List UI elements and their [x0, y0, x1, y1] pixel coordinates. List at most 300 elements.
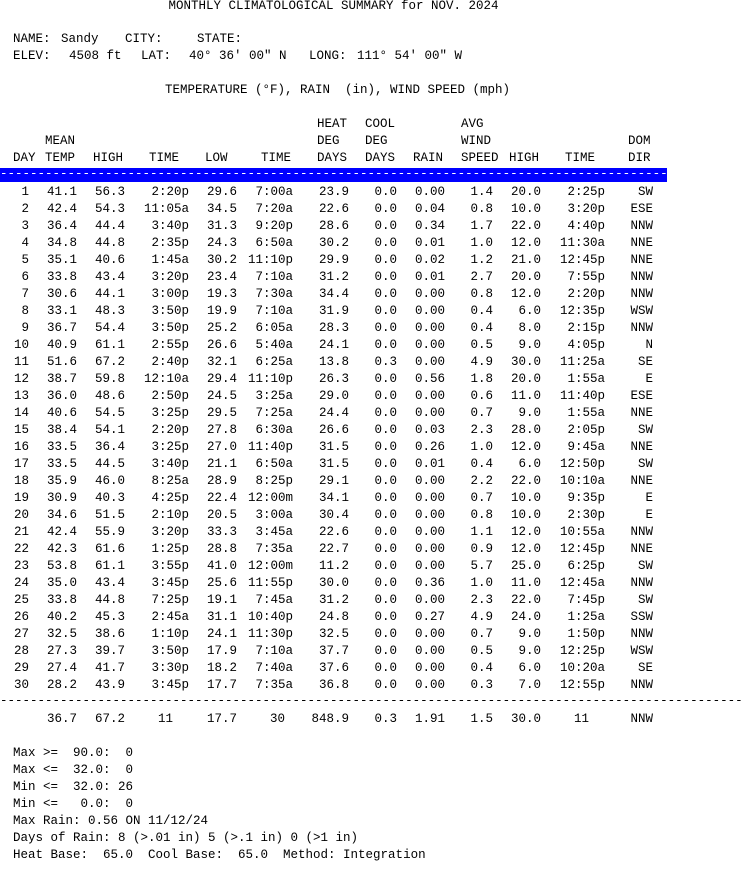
cell-cool-deg-days: 0.0: [374, 678, 397, 692]
cell-high-temp: 45.3: [94, 610, 125, 624]
cell-high-temp: 67.2: [94, 355, 125, 369]
cell-day: 5: [21, 253, 29, 267]
cell-low-time: 7:20a: [255, 202, 293, 216]
cell-low-temp: 29.4: [206, 372, 237, 386]
cell-dom-dir: ESE: [630, 202, 653, 216]
cell-high-time: 4:25p: [151, 491, 189, 505]
cell-rain: 0.56: [414, 372, 445, 386]
cell-heat-deg-days: 24.1: [318, 338, 349, 352]
cell-day: 17: [13, 457, 29, 471]
cell-avg-wind: 0.4: [470, 304, 493, 318]
header-separator-dashes: ---------------------------------------------------------------------------------------------------: [0, 167, 743, 181]
cell-mean-temp: 33.5: [46, 457, 77, 471]
cell-mean-temp: 28.2: [46, 678, 77, 692]
cell-mean-temp: 40.9: [46, 338, 77, 352]
cell-low-temp: 29.6: [206, 185, 237, 199]
cell-avg-wind: 1.2: [470, 253, 493, 267]
cell-cool-deg-days: 0.0: [374, 542, 397, 556]
header-avg: AVG: [461, 117, 484, 131]
cell-wind-time: 2:05p: [567, 423, 605, 437]
cell-day: 2: [21, 202, 29, 216]
cell-avg-wind: 1.8: [470, 372, 493, 386]
cell-mean-temp: 40.6: [46, 406, 77, 420]
cell-heat-deg-days: 36.8: [318, 678, 349, 692]
cell-high-time: 3:00p: [151, 287, 189, 301]
cell-wind-time: 4:05p: [567, 338, 605, 352]
cell-cool-deg-days: 0.0: [374, 338, 397, 352]
cell-mean-temp: 38.7: [46, 372, 77, 386]
cell-wind-high: 12.0: [510, 525, 541, 539]
cell-cool-deg-days: 0.0: [374, 185, 397, 199]
cell-wind-high: 6.0: [518, 457, 541, 471]
cell-cool-deg-days: 0.0: [374, 287, 397, 301]
cell-low-time: 6:50a: [255, 457, 293, 471]
cell-high-time: 2:20p: [151, 423, 189, 437]
cell-dom-dir: NNW: [630, 576, 653, 590]
cell-rain: 0.00: [414, 474, 445, 488]
cell-mean-temp: 53.8: [46, 559, 77, 573]
cell-day: 26: [13, 610, 29, 624]
cell-wind-time: 2:15p: [567, 321, 605, 335]
cell-mean-temp: 30.6: [46, 287, 77, 301]
total-wind-day: 11: [573, 712, 589, 726]
cell-wind-high: 22.0: [510, 593, 541, 607]
cell-cool-deg-days: 0.0: [374, 559, 397, 573]
cell-dom-dir: NNE: [630, 474, 653, 488]
station-elev: 4508 ft: [69, 49, 122, 63]
cell-high-temp: 43.4: [94, 270, 125, 284]
cell-rain: 0.27: [414, 610, 445, 624]
station-state-label: STATE:: [197, 32, 243, 46]
cell-day: 16: [13, 440, 29, 454]
summary-line: Max >= 90.0: 0: [13, 746, 134, 760]
cell-day: 10: [13, 338, 29, 352]
cell-wind-high: 30.0: [510, 355, 541, 369]
cell-wind-time: 9:35p: [567, 491, 605, 505]
cell-high-time: 3:40p: [151, 219, 189, 233]
cell-heat-deg-days: 34.4: [318, 287, 349, 301]
cell-mean-temp: 35.9: [46, 474, 77, 488]
cell-avg-wind: 0.6: [470, 389, 493, 403]
total-mean-temp: 36.7: [46, 712, 77, 726]
cell-dom-dir: SW: [637, 593, 653, 607]
cell-day: 13: [13, 389, 29, 403]
cell-mean-temp: 51.6: [46, 355, 77, 369]
cell-high-temp: 55.9: [94, 525, 125, 539]
cell-low-time: 8:25p: [255, 474, 293, 488]
cell-heat-deg-days: 31.5: [318, 440, 349, 454]
cell-low-temp: 23.4: [206, 270, 237, 284]
cell-rain: 0.00: [414, 644, 445, 658]
cell-dom-dir: NNW: [630, 627, 653, 641]
cell-cool-deg-days: 0.0: [374, 593, 397, 607]
station-lat-label: LAT:: [141, 49, 172, 63]
cell-low-time: 6:30a: [255, 423, 293, 437]
cell-high-time: 3:45p: [151, 576, 189, 590]
cell-mean-temp: 32.5: [46, 627, 77, 641]
cell-low-time: 3:25a: [255, 389, 293, 403]
cell-high-temp: 40.3: [94, 491, 125, 505]
cell-rain: 0.04: [414, 202, 445, 216]
cell-heat-deg-days: 30.4: [318, 508, 349, 522]
summary-line: Days of Rain: 8 (>.01 in) 5 (>.1 in) 0 (>1 in): [13, 831, 359, 845]
cell-wind-time: 2:30p: [567, 508, 605, 522]
cell-dom-dir: NNW: [630, 287, 653, 301]
cell-mean-temp: 34.8: [46, 236, 77, 250]
cell-rain: 0.00: [414, 355, 445, 369]
cell-high-time: 2:55p: [151, 338, 189, 352]
cell-low-temp: 20.5: [206, 508, 237, 522]
cell-low-time: 7:35a: [255, 542, 293, 556]
cell-cool-deg-days: 0.0: [374, 627, 397, 641]
cell-avg-wind: 0.8: [470, 202, 493, 216]
cell-dom-dir: WSW: [630, 304, 653, 318]
cell-low-temp: 17.9: [206, 644, 237, 658]
cell-dom-dir: NNE: [630, 236, 653, 250]
cell-high-temp: 54.1: [94, 423, 125, 437]
cell-mean-temp: 42.3: [46, 542, 77, 556]
cell-cool-deg-days: 0.0: [374, 236, 397, 250]
cell-dom-dir: NNE: [630, 440, 653, 454]
cell-day: 27: [13, 627, 29, 641]
cell-cool-deg-days: 0.0: [374, 372, 397, 386]
cell-mean-temp: 33.8: [46, 270, 77, 284]
cell-low-temp: 19.9: [206, 304, 237, 318]
cell-wind-time: 1:50p: [567, 627, 605, 641]
cell-wind-time: 10:55a: [559, 525, 605, 539]
cell-heat-deg-days: 37.7: [318, 644, 349, 658]
cell-heat-deg-days: 22.6: [318, 202, 349, 216]
cell-mean-temp: 30.9: [46, 491, 77, 505]
cell-low-time: 7:10a: [255, 304, 293, 318]
cell-wind-high: 22.0: [510, 219, 541, 233]
cell-wind-high: 25.0: [510, 559, 541, 573]
cell-high-temp: 44.5: [94, 457, 125, 471]
cell-heat-deg-days: 31.9: [318, 304, 349, 318]
cell-rain: 0.00: [414, 406, 445, 420]
cell-day: 9: [21, 321, 29, 335]
cell-cool-deg-days: 0.0: [374, 219, 397, 233]
cell-high-temp: 48.3: [94, 304, 125, 318]
cell-day: 18: [13, 474, 29, 488]
cell-high-time: 8:25a: [151, 474, 189, 488]
cell-high-temp: 54.4: [94, 321, 125, 335]
cell-low-time: 11:40p: [247, 440, 293, 454]
cell-cool-deg-days: 0.0: [374, 406, 397, 420]
cell-dom-dir: NNE: [630, 542, 653, 556]
header-low-time: TIME: [261, 151, 292, 165]
cell-mean-temp: 42.4: [46, 525, 77, 539]
cell-cool-deg-days: 0.0: [374, 525, 397, 539]
cell-high-temp: 51.5: [94, 508, 125, 522]
cell-rain: 0.36: [414, 576, 445, 590]
cell-rain: 0.34: [414, 219, 445, 233]
cell-wind-high: 24.0: [510, 610, 541, 624]
cell-wind-time: 1:55a: [567, 406, 605, 420]
cell-avg-wind: 0.4: [470, 457, 493, 471]
cell-wind-high: 6.0: [518, 661, 541, 675]
cell-day: 14: [13, 406, 29, 420]
cell-high-temp: 56.3: [94, 185, 125, 199]
cell-dom-dir: NNW: [630, 270, 653, 284]
cell-wind-high: 11.0: [510, 576, 541, 590]
cell-heat-deg-days: 28.3: [318, 321, 349, 335]
cell-low-temp: 24.3: [206, 236, 237, 250]
cell-mean-temp: 27.3: [46, 644, 77, 658]
cell-mean-temp: 33.5: [46, 440, 77, 454]
cell-rain: 0.00: [414, 304, 445, 318]
total-cool-deg-days: 0.3: [374, 712, 397, 726]
cell-wind-high: 10.0: [510, 491, 541, 505]
cell-high-time: 3:50p: [151, 321, 189, 335]
cell-high-time: 3:50p: [151, 644, 189, 658]
cell-wind-time: 12:45a: [559, 576, 605, 590]
cell-low-temp: 31.3: [206, 219, 237, 233]
cell-low-time: 7:00a: [255, 185, 293, 199]
cell-cool-deg-days: 0.0: [374, 576, 397, 590]
cell-day: 15: [13, 423, 29, 437]
header-cool-deg: DEG: [365, 134, 388, 148]
cell-low-temp: 19.1: [206, 593, 237, 607]
total-heat-deg-days: 848.9: [311, 712, 349, 726]
cell-avg-wind: 2.7: [470, 270, 493, 284]
cell-cool-deg-days: 0.0: [374, 491, 397, 505]
cell-cool-deg-days: 0.0: [374, 457, 397, 471]
cell-heat-deg-days: 11.2: [318, 559, 349, 573]
cell-wind-high: 7.0: [518, 678, 541, 692]
cell-mean-temp: 33.8: [46, 593, 77, 607]
cell-day: 12: [13, 372, 29, 386]
cell-high-time: 11:05a: [143, 202, 189, 216]
station-name-label: NAME:: [13, 32, 51, 46]
cell-cool-deg-days: 0.0: [374, 644, 397, 658]
cell-wind-time: 11:40p: [559, 389, 605, 403]
cell-low-temp: 22.4: [206, 491, 237, 505]
cell-low-time: 7:10a: [255, 270, 293, 284]
cell-wind-time: 11:30a: [559, 236, 605, 250]
header-high-time: TIME: [149, 151, 180, 165]
cell-low-time: 7:40a: [255, 661, 293, 675]
cell-low-time: 7:35a: [255, 678, 293, 692]
cell-low-temp: 26.6: [206, 338, 237, 352]
cell-high-temp: 41.7: [94, 661, 125, 675]
header-heat-deg: DEG: [317, 134, 340, 148]
header-cool: COOL: [365, 117, 396, 131]
cell-rain: 0.00: [414, 525, 445, 539]
summary-line: Heat Base: 65.0 Cool Base: 65.0 Method: Integration: [13, 848, 426, 862]
cell-cool-deg-days: 0.0: [374, 474, 397, 488]
header-wind-high: HIGH: [509, 151, 540, 165]
station-city-label: CITY:: [125, 32, 163, 46]
cell-avg-wind: 2.3: [470, 423, 493, 437]
cell-wind-time: 4:40p: [567, 219, 605, 233]
cell-rain: 0.00: [414, 559, 445, 573]
cell-wind-high: 10.0: [510, 508, 541, 522]
cell-high-time: 3:25p: [151, 440, 189, 454]
cell-wind-time: 1:55a: [567, 372, 605, 386]
cell-low-temp: 32.1: [206, 355, 237, 369]
cell-rain: 0.00: [414, 287, 445, 301]
cell-cool-deg-days: 0.3: [374, 355, 397, 369]
cell-cool-deg-days: 0.0: [374, 610, 397, 624]
cell-high-time: 7:25p: [151, 593, 189, 607]
cell-heat-deg-days: 26.3: [318, 372, 349, 386]
cell-low-temp: 33.3: [206, 525, 237, 539]
cell-dom-dir: E: [645, 372, 653, 386]
summary-line: Max <= 32.0: 0: [13, 763, 134, 777]
cell-high-temp: 39.7: [94, 644, 125, 658]
cell-wind-time: 6:25p: [567, 559, 605, 573]
cell-day: 19: [13, 491, 29, 505]
cell-rain: 0.00: [414, 678, 445, 692]
cell-low-time: 7:30a: [255, 287, 293, 301]
cell-low-temp: 41.0: [206, 559, 237, 573]
cell-wind-high: 12.0: [510, 440, 541, 454]
cell-low-time: 9:20p: [255, 219, 293, 233]
cell-heat-deg-days: 13.8: [318, 355, 349, 369]
cell-heat-deg-days: 32.5: [318, 627, 349, 641]
cell-wind-time: 9:45a: [567, 440, 605, 454]
cell-wind-high: 28.0: [510, 423, 541, 437]
cell-avg-wind: 0.7: [470, 491, 493, 505]
cell-heat-deg-days: 26.6: [318, 423, 349, 437]
cell-day: 20: [13, 508, 29, 522]
cell-wind-high: 10.0: [510, 202, 541, 216]
cell-high-temp: 43.4: [94, 576, 125, 590]
cell-dom-dir: N: [645, 338, 653, 352]
cell-heat-deg-days: 30.2: [318, 236, 349, 250]
cell-heat-deg-days: 30.0: [318, 576, 349, 590]
cell-high-time: 3:25p: [151, 406, 189, 420]
cell-dom-dir: NNW: [630, 678, 653, 692]
cell-high-temp: 38.6: [94, 627, 125, 641]
cell-mean-temp: 36.0: [46, 389, 77, 403]
cell-rain: 0.02: [414, 253, 445, 267]
cell-high-temp: 44.8: [94, 593, 125, 607]
cell-day: 23: [13, 559, 29, 573]
header-cool-days: DAYS: [365, 151, 396, 165]
station-lat: 40° 36' 00" N: [189, 49, 287, 63]
cell-avg-wind: 0.9: [470, 542, 493, 556]
cell-heat-deg-days: 24.8: [318, 610, 349, 624]
cell-rain: 0.03: [414, 423, 445, 437]
cell-avg-wind: 1.0: [470, 576, 493, 590]
summary-line: Min <= 32.0: 26: [13, 780, 134, 794]
cell-low-time: 12:00m: [247, 491, 293, 505]
cell-high-temp: 54.5: [94, 406, 125, 420]
cell-day: 28: [13, 644, 29, 658]
total-avg-wind: 1.5: [470, 712, 493, 726]
cell-rain: 0.00: [414, 661, 445, 675]
header-wind-time: TIME: [565, 151, 596, 165]
cell-high-temp: 46.0: [94, 474, 125, 488]
cell-rain: 0.00: [414, 321, 445, 335]
header-speed: SPEED: [461, 151, 499, 165]
cell-low-time: 12:00m: [247, 559, 293, 573]
cell-low-time: 10:40p: [247, 610, 293, 624]
cell-wind-time: 12:35p: [559, 304, 605, 318]
station-name: Sandy: [61, 32, 99, 46]
cell-rain: 0.01: [414, 270, 445, 284]
cell-high-time: 2:20p: [151, 185, 189, 199]
cell-dom-dir: E: [645, 508, 653, 522]
cell-cool-deg-days: 0.0: [374, 321, 397, 335]
cell-day: 30: [13, 678, 29, 692]
cell-high-time: 3:30p: [151, 661, 189, 675]
cell-mean-temp: 40.2: [46, 610, 77, 624]
cell-low-temp: 21.1: [206, 457, 237, 471]
cell-avg-wind: 0.8: [470, 287, 493, 301]
cell-mean-temp: 42.4: [46, 202, 77, 216]
header-heat-days: DAYS: [317, 151, 348, 165]
cell-mean-temp: 36.7: [46, 321, 77, 335]
cell-wind-time: 2:25p: [567, 185, 605, 199]
cell-wind-high: 22.0: [510, 474, 541, 488]
cell-wind-high: 20.0: [510, 185, 541, 199]
cell-rain: 0.01: [414, 457, 445, 471]
cell-low-temp: 24.5: [206, 389, 237, 403]
cell-high-temp: 48.6: [94, 389, 125, 403]
cell-high-time: 1:45a: [151, 253, 189, 267]
cell-dom-dir: SE: [637, 661, 653, 675]
cell-cool-deg-days: 0.0: [374, 661, 397, 675]
cell-avg-wind: 1.1: [470, 525, 493, 539]
cell-cool-deg-days: 0.0: [374, 304, 397, 318]
cell-dom-dir: NNW: [630, 219, 653, 233]
cell-low-time: 5:40a: [255, 338, 293, 352]
cell-high-time: 2:50p: [151, 389, 189, 403]
cell-high-time: 3:45p: [151, 678, 189, 692]
cell-wind-time: 10:20a: [559, 661, 605, 675]
cell-rain: 0.00: [414, 491, 445, 505]
cell-avg-wind: 0.7: [470, 627, 493, 641]
cell-heat-deg-days: 31.2: [318, 593, 349, 607]
cell-wind-time: 10:10a: [559, 474, 605, 488]
cell-high-temp: 43.9: [94, 678, 125, 692]
cell-high-temp: 61.6: [94, 542, 125, 556]
cell-day: 29: [13, 661, 29, 675]
header-dir: DIR: [628, 151, 651, 165]
cell-wind-time: 12:45p: [559, 253, 605, 267]
header-wind: WIND: [461, 134, 492, 148]
cell-wind-high: 6.0: [518, 304, 541, 318]
cell-high-time: 2:40p: [151, 355, 189, 369]
cell-high-time: 3:55p: [151, 559, 189, 573]
cell-low-temp: 25.6: [206, 576, 237, 590]
cell-low-time: 6:25a: [255, 355, 293, 369]
cell-high-temp: 59.8: [94, 372, 125, 386]
station-long: 111° 54' 00" W: [357, 49, 463, 63]
cell-high-time: 3:20p: [151, 270, 189, 284]
cell-day: 7: [21, 287, 29, 301]
cell-wind-high: 12.0: [510, 236, 541, 250]
cell-dom-dir: NNW: [630, 321, 653, 335]
cell-low-time: 3:00a: [255, 508, 293, 522]
cell-day: 24: [13, 576, 29, 590]
cell-heat-deg-days: 29.9: [318, 253, 349, 267]
total-dom-dir: NNW: [630, 712, 653, 726]
cell-wind-high: 12.0: [510, 287, 541, 301]
cell-low-time: 11:10p: [247, 372, 293, 386]
cell-day: 3: [21, 219, 29, 233]
cell-heat-deg-days: 34.1: [318, 491, 349, 505]
station-long-label: LONG:: [309, 49, 347, 63]
cell-high-time: 3:50p: [151, 304, 189, 318]
total-high-temp: 67.2: [94, 712, 125, 726]
units-line: TEMPERATURE (°F), RAIN (in), WIND SPEED (mph): [165, 83, 511, 97]
header-mean: MEAN: [45, 134, 76, 148]
header-high: HIGH: [93, 151, 124, 165]
